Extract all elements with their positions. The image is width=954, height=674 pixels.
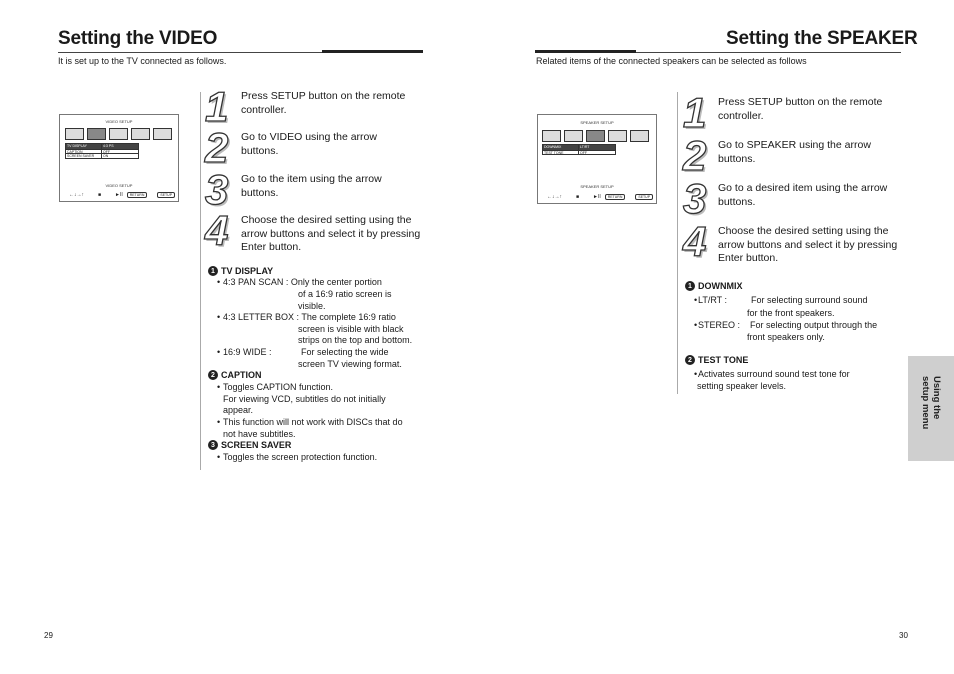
intro-text: It is set up to the TV connected as follows. bbox=[58, 56, 227, 66]
menu-item: TEST TONE bbox=[543, 151, 579, 155]
section-title: TEST TONE bbox=[698, 355, 749, 365]
item-text: Activates surround sound test tone for bbox=[698, 369, 850, 379]
step-text: Press SETUP button on the remote controller. bbox=[718, 96, 883, 122]
list-item: • Toggles the screen protection function. bbox=[217, 452, 378, 462]
item-text: Toggles the screen protection function. bbox=[223, 452, 378, 462]
item-text: screen is visible with black bbox=[298, 324, 404, 334]
page-number: 30 bbox=[899, 631, 908, 640]
section-number-badge: 3 bbox=[208, 440, 218, 450]
menu-item: DOWNMIX bbox=[543, 145, 579, 150]
screen-tab bbox=[542, 130, 561, 142]
item-text: Toggles CAPTION function. bbox=[223, 382, 334, 392]
screen-footer bbox=[69, 192, 175, 198]
page-title: Setting the SPEAKER bbox=[726, 28, 918, 49]
speaker-setup-screen bbox=[537, 114, 657, 204]
screen-caption-top: VIDEO SETUP bbox=[105, 119, 133, 124]
step-number: 1 bbox=[683, 89, 707, 136]
title-rule-accent bbox=[322, 50, 423, 53]
title-rule-accent bbox=[535, 50, 636, 53]
item-text: strips on the top and bottom. bbox=[298, 335, 413, 345]
menu-value: LT/RT bbox=[580, 145, 590, 149]
menu-row bbox=[543, 145, 615, 150]
step-number: 3 bbox=[683, 175, 707, 222]
item-text: appear. bbox=[223, 405, 254, 415]
list-item: •LT/RT : bbox=[694, 295, 728, 305]
menu-value: ON bbox=[103, 154, 109, 158]
item-text: 16:9 WIDE : bbox=[223, 347, 272, 357]
page-title: Setting the VIDEO bbox=[58, 28, 218, 49]
screen-tab bbox=[109, 128, 128, 140]
menu-item: SCREEN SAVER bbox=[66, 154, 102, 158]
section-number-badge: 2 bbox=[685, 355, 695, 365]
screen-tab-selected bbox=[87, 128, 106, 140]
section-number-badge: 1 bbox=[208, 266, 218, 276]
screen-menu bbox=[65, 143, 139, 159]
section-heading bbox=[685, 355, 748, 365]
section-title: SCREEN SAVER bbox=[221, 440, 292, 450]
item-text: screen TV viewing format. bbox=[298, 359, 402, 369]
arrow-keys-icon: ←↓→↑ bbox=[69, 192, 84, 198]
section-heading bbox=[208, 440, 291, 450]
item-text: For selecting surround sound bbox=[751, 295, 868, 305]
section-title: TV DISPLAY bbox=[221, 266, 274, 276]
section-number-badge: 2 bbox=[208, 370, 218, 380]
page-number: 29 bbox=[44, 631, 53, 640]
step-number: 2 bbox=[683, 132, 707, 179]
step-number: 2 bbox=[205, 124, 229, 171]
section-number-badge: 1 bbox=[685, 281, 695, 291]
list-item: •STEREO : bbox=[694, 320, 741, 330]
step-text: Choose the desired setting using the arrow buttons and select it by pressing Enter button. bbox=[718, 225, 898, 264]
stop-icon: ■ bbox=[576, 194, 580, 200]
screen-tab-selected bbox=[586, 130, 605, 142]
menu-value: OFF bbox=[103, 149, 111, 153]
side-tab-label bbox=[920, 376, 942, 429]
item-text: for the front speakers. bbox=[747, 308, 835, 318]
list-item: • 4:3 LETTER BOX : The complete 16:9 ratio bbox=[217, 312, 396, 322]
item-text: visible. bbox=[298, 301, 326, 311]
step-text: Press SETUP button on the remote controller. bbox=[241, 90, 406, 116]
list-item: • 16:9 WIDE : bbox=[217, 347, 272, 357]
item-text: LT/RT : bbox=[698, 295, 728, 305]
return-button-icon: RETURN bbox=[605, 194, 626, 200]
menu-row bbox=[66, 144, 138, 149]
section-heading bbox=[208, 370, 262, 380]
step-number: 4 bbox=[683, 218, 707, 265]
list-item: •Activates surround sound test tone for bbox=[694, 369, 850, 379]
menu-value: 4:3 PS bbox=[103, 144, 114, 148]
menu-row bbox=[543, 150, 615, 155]
item-text: front speakers only. bbox=[747, 332, 825, 342]
screen-tab bbox=[65, 128, 84, 140]
section-heading bbox=[685, 281, 743, 291]
column-divider bbox=[677, 92, 678, 394]
menu-row bbox=[66, 149, 138, 154]
play-pause-icon: ►II bbox=[115, 192, 123, 198]
setup-button-icon: SETUP bbox=[157, 192, 175, 198]
step-text: Go to the item using the arrow buttons. bbox=[241, 173, 382, 199]
step-text: Go to VIDEO using the arrow buttons. bbox=[241, 131, 377, 157]
setup-button-icon: SETUP bbox=[635, 194, 653, 200]
item-text: 4:3 LETTER BOX : The complete 16:9 ratio bbox=[223, 312, 396, 322]
screen-caption-top: SPEAKER SETUP bbox=[580, 120, 614, 125]
step-text: Go to a desired item using the arrow buttons. bbox=[718, 182, 888, 208]
screen-tab bbox=[630, 130, 649, 142]
stop-icon: ■ bbox=[98, 192, 102, 198]
menu-row bbox=[66, 153, 138, 158]
step-number: 1 bbox=[205, 83, 229, 130]
section-title: DOWNMIX bbox=[698, 281, 743, 291]
screen-caption-bottom: SPEAKER SETUP bbox=[580, 184, 614, 189]
section-title: CAPTION bbox=[221, 370, 262, 380]
step-number: 4 bbox=[205, 207, 229, 254]
item-text: not have subtitles. bbox=[223, 429, 296, 439]
menu-value: OFF bbox=[580, 150, 588, 154]
step-text: Choose the desired setting using the arrow buttons and select it by pressing Enter button. bbox=[241, 214, 421, 253]
item-text: This function will not work with DISCs that do bbox=[223, 417, 403, 427]
item-text: 4:3 PAN SCAN : Only the center portion bbox=[223, 277, 382, 287]
screen-tab bbox=[131, 128, 150, 140]
section-side-tab bbox=[908, 356, 954, 461]
item-text: setting speaker levels. bbox=[697, 381, 787, 391]
section-heading bbox=[208, 266, 273, 276]
screen-footer bbox=[547, 194, 653, 200]
return-button-icon: RETURN bbox=[127, 192, 148, 198]
screen-tab bbox=[608, 130, 627, 142]
item-text: STEREO : bbox=[698, 320, 741, 330]
play-pause-icon: ►II bbox=[593, 194, 601, 200]
step-number: 3 bbox=[205, 166, 229, 213]
item-text: For selecting the wide bbox=[301, 347, 389, 357]
column-divider bbox=[200, 92, 201, 470]
item-text: of a 16:9 ratio screen is bbox=[298, 289, 392, 299]
arrow-keys-icon: ←↓→↑ bbox=[547, 194, 562, 200]
menu-item: CAPTION bbox=[66, 150, 102, 154]
list-item: • Toggles CAPTION function. bbox=[217, 382, 334, 392]
step-text: Go to SPEAKER using the arrow buttons. bbox=[718, 139, 871, 165]
screen-tab bbox=[153, 128, 172, 140]
screen-menu bbox=[542, 144, 616, 155]
item-text: For viewing VCD, subtitles do not initially bbox=[223, 394, 386, 404]
video-setup-screen bbox=[59, 114, 179, 202]
intro-text: Related items of the connected speakers can be selected as follows bbox=[536, 56, 807, 66]
item-text: For selecting output through the bbox=[750, 320, 878, 330]
menu-item: TV DISPLAY bbox=[66, 144, 102, 149]
side-tab-line: setup menu bbox=[920, 376, 931, 430]
list-item: • This function will not work with DISCs that do bbox=[217, 417, 403, 427]
screen-tab bbox=[564, 130, 583, 142]
screen-caption-bottom: VIDEO SETUP bbox=[105, 183, 133, 188]
list-item: • 4:3 PAN SCAN : Only the center portion bbox=[217, 277, 382, 287]
side-tab-line: Using the bbox=[931, 376, 942, 420]
